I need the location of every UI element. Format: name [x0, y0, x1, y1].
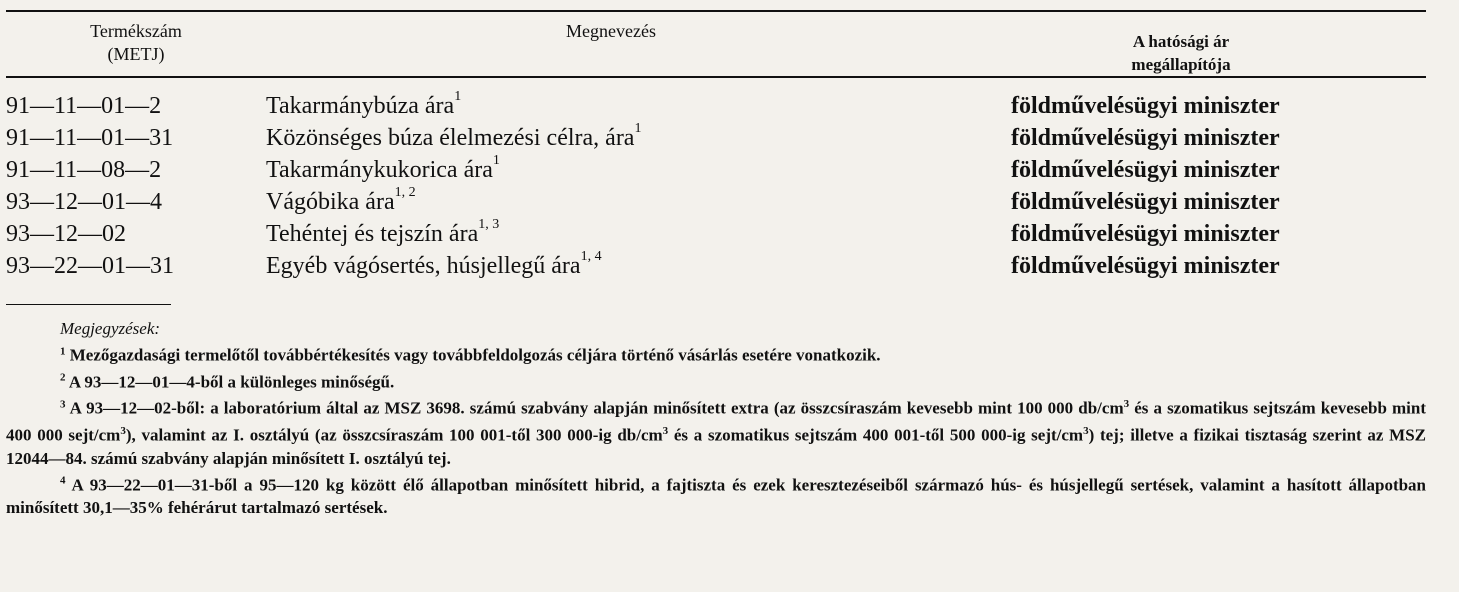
- product-name: Takarmánybúza ára$^1$: [266, 89, 462, 119]
- product-code: 93—12—02: [6, 221, 126, 247]
- footnote-mark: 4: [60, 474, 66, 487]
- product-name: Egyéb vágósertés, húsjellegű ára$^{1, 4}$: [266, 249, 602, 279]
- table-body: [6, 90, 1426, 282]
- footnote-mark: 3: [60, 398, 66, 411]
- footnote-ref: 1, 4: [580, 249, 602, 264]
- table-row: [6, 218, 1426, 250]
- superscript-exponent: 3: [662, 424, 669, 437]
- price-authority: földművelésügyi miniszter: [1011, 125, 1280, 151]
- product-name: Takarmánykukorica ára$^1$: [266, 153, 500, 183]
- header-product-code: Termékszám (METJ): [90, 21, 182, 64]
- footnotes: [6, 317, 1426, 519]
- footnote-ref: 1: [492, 153, 500, 168]
- price-authority: földművelésügyi miniszter: [1011, 189, 1280, 215]
- table-row: [6, 250, 1426, 282]
- price-authority: földművelésügyi miniszter: [1011, 93, 1280, 119]
- superscript-exponent: 3: [1123, 398, 1130, 411]
- footnote-2: $^2$ A 93—12—01—4-ből a különleges minőségű.: [60, 371, 395, 392]
- product-name: Közönséges búza élelmezési célra, ára$^1$: [266, 121, 642, 151]
- notes-title: Megjegyzések:: [60, 319, 161, 338]
- top-rule: [6, 10, 1426, 12]
- product-name: Tehéntej és tejszín ára$^{1, 3}$: [266, 217, 500, 247]
- footnote-ref: 1: [454, 89, 462, 104]
- footnote-ref: 1: [634, 121, 642, 136]
- header-rule: [6, 76, 1426, 78]
- table-row: [6, 122, 1426, 154]
- product-code: 93—22—01—31: [6, 253, 174, 279]
- footnote-ref: 1, 3: [478, 217, 500, 232]
- footnote-separator: [6, 304, 171, 305]
- product-code: 91—11—08—2: [6, 157, 162, 183]
- product-name: Vágóbika ára$^{1, 2}$: [266, 185, 416, 215]
- superscript-exponent: 3: [120, 424, 126, 437]
- table-row: [6, 154, 1426, 186]
- table-header: [6, 20, 1426, 76]
- table-row: [6, 186, 1426, 218]
- footnote-mark: 1: [60, 345, 66, 357]
- footnote-4: $^4$ A 93—22—01—31-ből a 95—120 kg között élő állapotban minősített hibrid, a fajtiszta és ezek keresztezéseiből származó hús- és húsjellegű sertések, valamint a hasított állapotban minősített 30,1—35% fehérárut tartalmazó sertések.: [6, 474, 1427, 518]
- footnote-1: $^1$ Mezőgazdasági termelőtől továbbértékesítés vagy továbbfeldolgozás céljára történő vásárlás esetére vonatkozik.: [60, 345, 881, 365]
- product-code: 91—11—01—2: [6, 93, 162, 119]
- header-name: Megnevezés: [566, 21, 656, 41]
- price-authority: földművelésügyi miniszter: [1011, 221, 1280, 247]
- footnote-mark: 2: [60, 371, 66, 384]
- product-code: 93—12—01—4: [6, 189, 162, 215]
- product-code: 91—11—01—31: [6, 125, 174, 151]
- footnote-3: $^3$ A 93—12—02-ből: a laboratórium által az MSZ 3698. számú szabvány alapján minősített extra (az összcsíraszám kevesebb mint 100 000 $db/cm^3$ és a szomatikus sejtszám kevesebb mint 400 000 sejt/$cm^3$), valamint az I. osztályú (az összcsíraszám 100 001-től 300 000-ig $db/cm^3$ és a szomatikus sejtszám 400 001-től 500 000-ig sejt/$cm^3$) tej; illetve a fizikai tisztaság szerint az MSZ 12044—84. számú szabvány alapján minősített I. osztályú tej.: [6, 398, 1427, 468]
- footnote-ref: 1, 2: [394, 185, 416, 200]
- price-authority: földművelésügyi miniszter: [1011, 253, 1280, 279]
- superscript-exponent: 3: [1083, 424, 1089, 437]
- header-authority: A hatósági ár megállapítója: [1131, 32, 1231, 74]
- price-authority: földművelésügyi miniszter: [1011, 157, 1280, 183]
- table-row: [6, 90, 1426, 122]
